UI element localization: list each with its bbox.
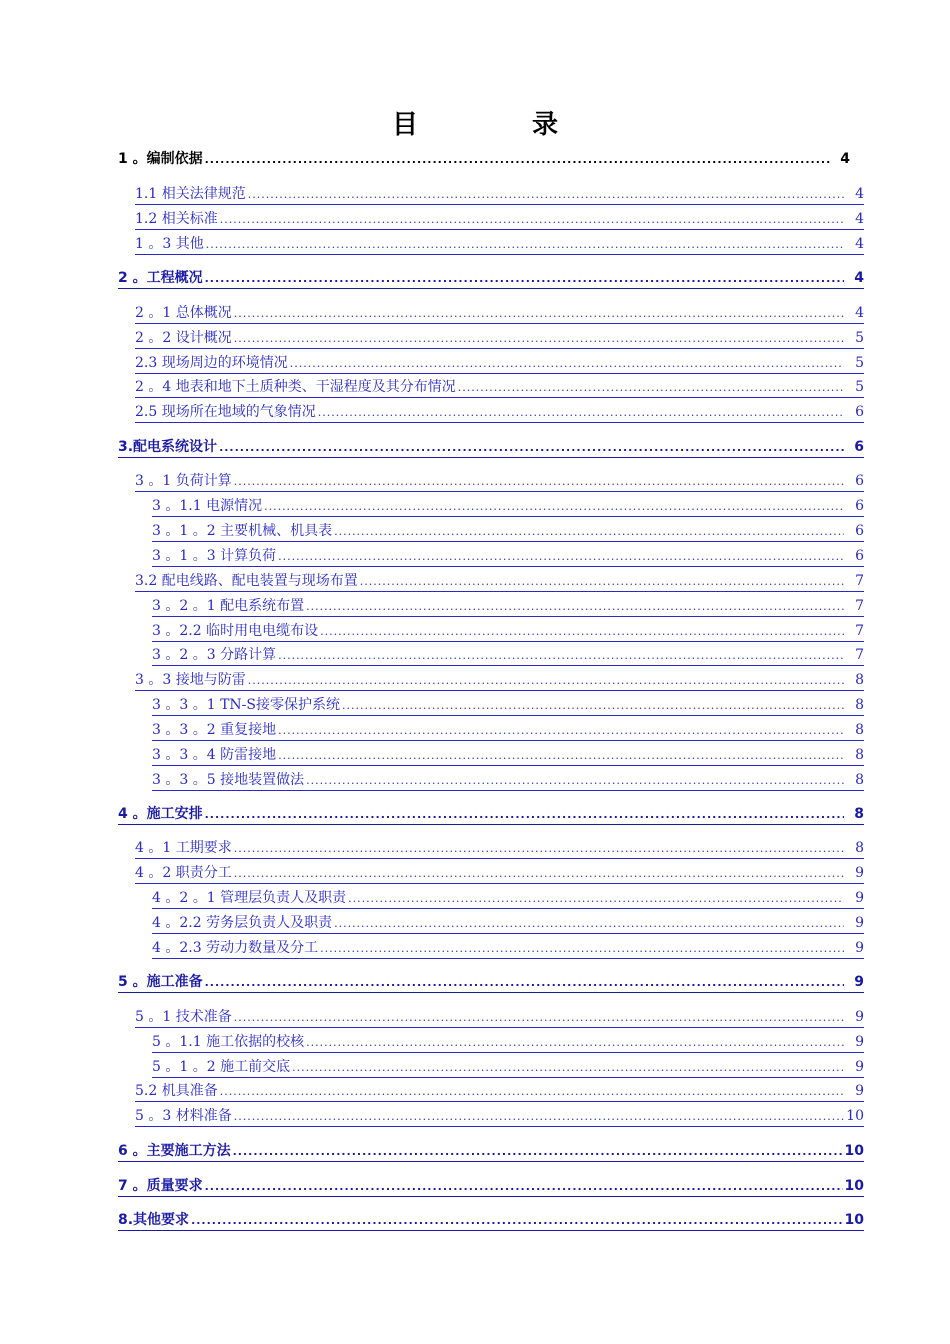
toc-entry[interactable] <box>152 769 864 791</box>
toc-entry[interactable] <box>135 183 864 205</box>
toc-entry-page-number: 9 <box>855 865 864 881</box>
toc-dot-leader <box>234 838 844 852</box>
toc-dot-leader <box>278 745 844 759</box>
toc-entry[interactable] <box>135 862 864 884</box>
toc-entry[interactable] <box>135 352 864 374</box>
toc-entry[interactable] <box>152 937 864 959</box>
toc-entry-label: 3 。2 。3 分路计算 <box>152 647 277 663</box>
toc-entry-page-number: 9 <box>855 1083 864 1099</box>
toc-entry[interactable] <box>135 1105 864 1127</box>
toc-dot-leader <box>205 804 844 818</box>
toc-entry-page-number: 8 <box>855 722 864 738</box>
toc-entry-page-number: 10 <box>844 1178 864 1194</box>
toc-entry-page-number: 4 <box>855 305 864 321</box>
toc-entry-label: 4 。2.3 劳动力数量及分工 <box>152 940 319 956</box>
toc-dot-leader <box>306 596 844 610</box>
toc-entry[interactable] <box>118 971 864 993</box>
toc-entry[interactable] <box>135 470 864 492</box>
toc-entry-page-number: 6 <box>855 404 864 420</box>
toc-entry-label: 2 。1 总体概况 <box>135 305 232 321</box>
toc-entry-page-number: 9 <box>855 890 864 906</box>
toc-entry-label: 6 。主要施工方法 <box>118 1143 231 1159</box>
toc-entry-label: 5 。1 技术准备 <box>135 1009 232 1025</box>
toc-entry-page-number: 8 <box>855 772 864 788</box>
toc-entry-page-number: 9 <box>854 974 864 990</box>
toc-entry-label: 4 。1 工期要求 <box>135 840 232 856</box>
toc-dot-leader <box>205 972 844 986</box>
toc-entry-label: 4 。2 职责分工 <box>135 865 232 881</box>
toc-dot-leader <box>234 328 844 342</box>
toc-entry-page-number: 9 <box>855 915 864 931</box>
toc-entry-label: 3 。1 。3 计算负荷 <box>152 548 277 564</box>
toc-entry-page-number: 8 <box>855 747 864 763</box>
toc-dot-leader <box>248 670 844 684</box>
toc-dot-leader <box>278 645 844 659</box>
toc-dot-leader <box>458 377 844 391</box>
toc-entry-label: 1.1 相关法律规范 <box>135 186 246 202</box>
toc-entry[interactable] <box>118 1175 864 1197</box>
toc-dot-leader <box>292 1057 844 1071</box>
toc-entry-page-number: 8 <box>855 672 864 688</box>
toc-entry-label: 8.其他要求 <box>118 1212 190 1228</box>
toc-entry[interactable] <box>118 436 864 458</box>
toc-entry-page-number: 8 <box>855 697 864 713</box>
toc-entry-page-number: 4 <box>855 211 864 227</box>
toc-entry[interactable] <box>135 1006 864 1028</box>
toc-entry-page-number: 8 <box>854 806 864 822</box>
toc-entry[interactable] <box>152 1031 864 1053</box>
toc-entry-page-number: 9 <box>855 1009 864 1025</box>
toc-entry[interactable] <box>118 267 864 289</box>
toc-entry-label: 3 。3 。1 TN-S接零保护系统 <box>152 697 340 713</box>
toc-entry-page-number: 4 <box>854 270 864 286</box>
toc-entry-page-number: 10 <box>844 1212 864 1228</box>
toc-dot-leader <box>233 1141 843 1155</box>
toc-entry[interactable] <box>152 719 864 741</box>
toc-entry[interactable] <box>152 620 864 642</box>
toc-entry-label: 2.5 现场所在地域的气象情况 <box>135 404 316 420</box>
toc-dot-leader <box>278 720 844 734</box>
toc-dot-leader <box>306 770 844 784</box>
toc-entry[interactable] <box>135 570 864 592</box>
toc-entry-label: 3.配电系统设计 <box>118 439 218 455</box>
toc-entry-page-number: 8 <box>855 840 864 856</box>
toc-entry-label: 3 。3 。4 防雷接地 <box>152 747 277 763</box>
toc-entry-label: 3 。2 。1 配电系统布置 <box>152 598 305 614</box>
toc-entry[interactable] <box>135 669 864 691</box>
toc-entry[interactable] <box>135 1080 864 1102</box>
toc-entry-page-number: 5 <box>855 355 864 371</box>
toc-entry-label: 3 。1.1 电源情况 <box>152 498 263 514</box>
toc-dot-leader <box>191 1210 842 1224</box>
toc-entry-page-number: 7 <box>855 573 864 589</box>
toc-entry[interactable] <box>135 302 864 324</box>
toc-dot-leader <box>220 1081 844 1095</box>
toc-entry <box>118 148 864 168</box>
toc-entry-page-number: 9 <box>855 940 864 956</box>
toc-dot-leader <box>205 149 830 163</box>
toc-entry-page-number: 9 <box>855 1059 864 1075</box>
toc-entry[interactable] <box>118 1209 864 1231</box>
toc-entry-label: 4 。2.2 劳务层负责人及职责 <box>152 915 333 931</box>
toc-entry-label: 2 。4 地表和地下土质种类、干湿程度及其分布情况 <box>135 379 456 395</box>
toc-dot-leader <box>205 1176 843 1190</box>
toc-entry-label: 1.2 相关标准 <box>135 211 218 227</box>
toc-entry-label: 3 。3 。5 接地装置做法 <box>152 772 305 788</box>
toc-dot-leader <box>320 621 844 635</box>
toc-entry-page-number: 6 <box>855 548 864 564</box>
toc-dot-leader <box>234 1007 844 1021</box>
toc-dot-leader <box>342 695 844 709</box>
toc-dot-leader <box>234 863 844 877</box>
toc-entry-page-number: 5 <box>855 330 864 346</box>
toc-entry-page-number: 6 <box>855 473 864 489</box>
toc-entry[interactable] <box>152 744 864 766</box>
toc-dot-leader <box>206 234 844 248</box>
toc-entry[interactable] <box>135 401 864 423</box>
toc-dot-leader <box>234 303 844 317</box>
toc-entry-label: 2 。2 设计概况 <box>135 330 232 346</box>
toc-entry[interactable] <box>152 1056 864 1078</box>
toc-entry-label: 3.2 配电线路、配电装置与现场布置 <box>135 573 358 589</box>
toc-entry-page-number: 6 <box>854 439 864 455</box>
toc-entry[interactable] <box>152 887 864 909</box>
toc-entry-label: 5 。3 材料准备 <box>135 1108 232 1124</box>
toc-entry-page-number: 10 <box>844 1143 864 1159</box>
toc-entry[interactable] <box>152 694 864 716</box>
toc-entry[interactable] <box>152 545 864 567</box>
toc-entry-page-number: 9 <box>855 1034 864 1050</box>
toc-entry[interactable] <box>152 595 864 617</box>
toc-entry[interactable] <box>152 495 864 517</box>
toc-entry-label: 1 。3 其他 <box>135 236 204 252</box>
toc-dot-leader <box>234 1106 844 1120</box>
toc-entry-page-number: 4 <box>855 236 864 252</box>
toc-dot-leader <box>220 209 844 223</box>
toc-dot-leader <box>290 353 844 367</box>
toc-entry-page-number: 4 <box>840 151 850 167</box>
toc-entry-label: 7 。质量要求 <box>118 1178 203 1194</box>
toc-entry[interactable] <box>135 208 864 230</box>
toc-dot-leader <box>334 913 844 927</box>
toc-entry-label: 3 。3 。2 重复接地 <box>152 722 277 738</box>
toc-entry-label: 2.3 现场周边的环境情况 <box>135 355 288 371</box>
toc-entry-page-number: 7 <box>855 647 864 663</box>
toc-entry-label: 2 。工程概况 <box>118 270 203 286</box>
toc-dot-leader <box>318 402 844 416</box>
toc-dot-leader <box>320 938 844 952</box>
toc-entry-page-number: 6 <box>855 498 864 514</box>
toc-entry-page-number: 6 <box>855 523 864 539</box>
toc-dot-leader <box>205 268 844 282</box>
toc-entry-label: 5.2 机具准备 <box>135 1083 218 1099</box>
toc-dot-leader <box>278 546 844 560</box>
toc-entry[interactable] <box>135 327 864 349</box>
toc-entry-label: 3 。2.2 临时用电电缆布设 <box>152 623 319 639</box>
toc-entry-label: 5 。1 。2 施工前交底 <box>152 1059 291 1075</box>
toc-entry[interactable] <box>118 803 864 825</box>
toc-entry-label: 1 。编制依据 <box>118 151 203 167</box>
toc-entry[interactable] <box>152 912 864 934</box>
toc-entry[interactable] <box>135 233 864 255</box>
toc-entry-page-number: 7 <box>855 598 864 614</box>
toc-dot-leader <box>219 437 844 451</box>
toc-entry-page-number: 4 <box>855 186 864 202</box>
toc-entry-label: 4 。施工安排 <box>118 806 203 822</box>
toc-dot-leader <box>306 1032 844 1046</box>
page-title: 目 录 <box>391 110 602 140</box>
toc-entry[interactable] <box>135 837 864 859</box>
toc-entry[interactable] <box>152 520 864 542</box>
toc-dot-leader <box>348 888 844 902</box>
toc-dot-leader <box>264 496 844 510</box>
toc-entry-label: 4 。2 。1 管理层负责人及职责 <box>152 890 347 906</box>
toc-entry-label: 5 。施工准备 <box>118 974 203 990</box>
toc-entry[interactable] <box>152 644 864 666</box>
toc-entry-label: 3 。1 。2 主要机械、机具表 <box>152 523 333 539</box>
toc-entry-label: 3 。3 接地与防雷 <box>135 672 246 688</box>
toc-dot-leader <box>334 521 844 535</box>
toc-entry-page-number: 10 <box>846 1108 864 1124</box>
toc-entry-page-number: 7 <box>855 623 864 639</box>
toc-dot-leader <box>234 471 844 485</box>
toc-entry-label: 5 。1.1 施工依据的校核 <box>152 1034 305 1050</box>
toc-dot-leader <box>248 184 844 198</box>
toc-entry-page-number: 5 <box>855 379 864 395</box>
toc-entry-label: 3 。1 负荷计算 <box>135 473 232 489</box>
toc-dot-leader <box>360 571 844 585</box>
toc-entry[interactable] <box>118 1140 864 1162</box>
toc-entry[interactable] <box>135 376 864 398</box>
